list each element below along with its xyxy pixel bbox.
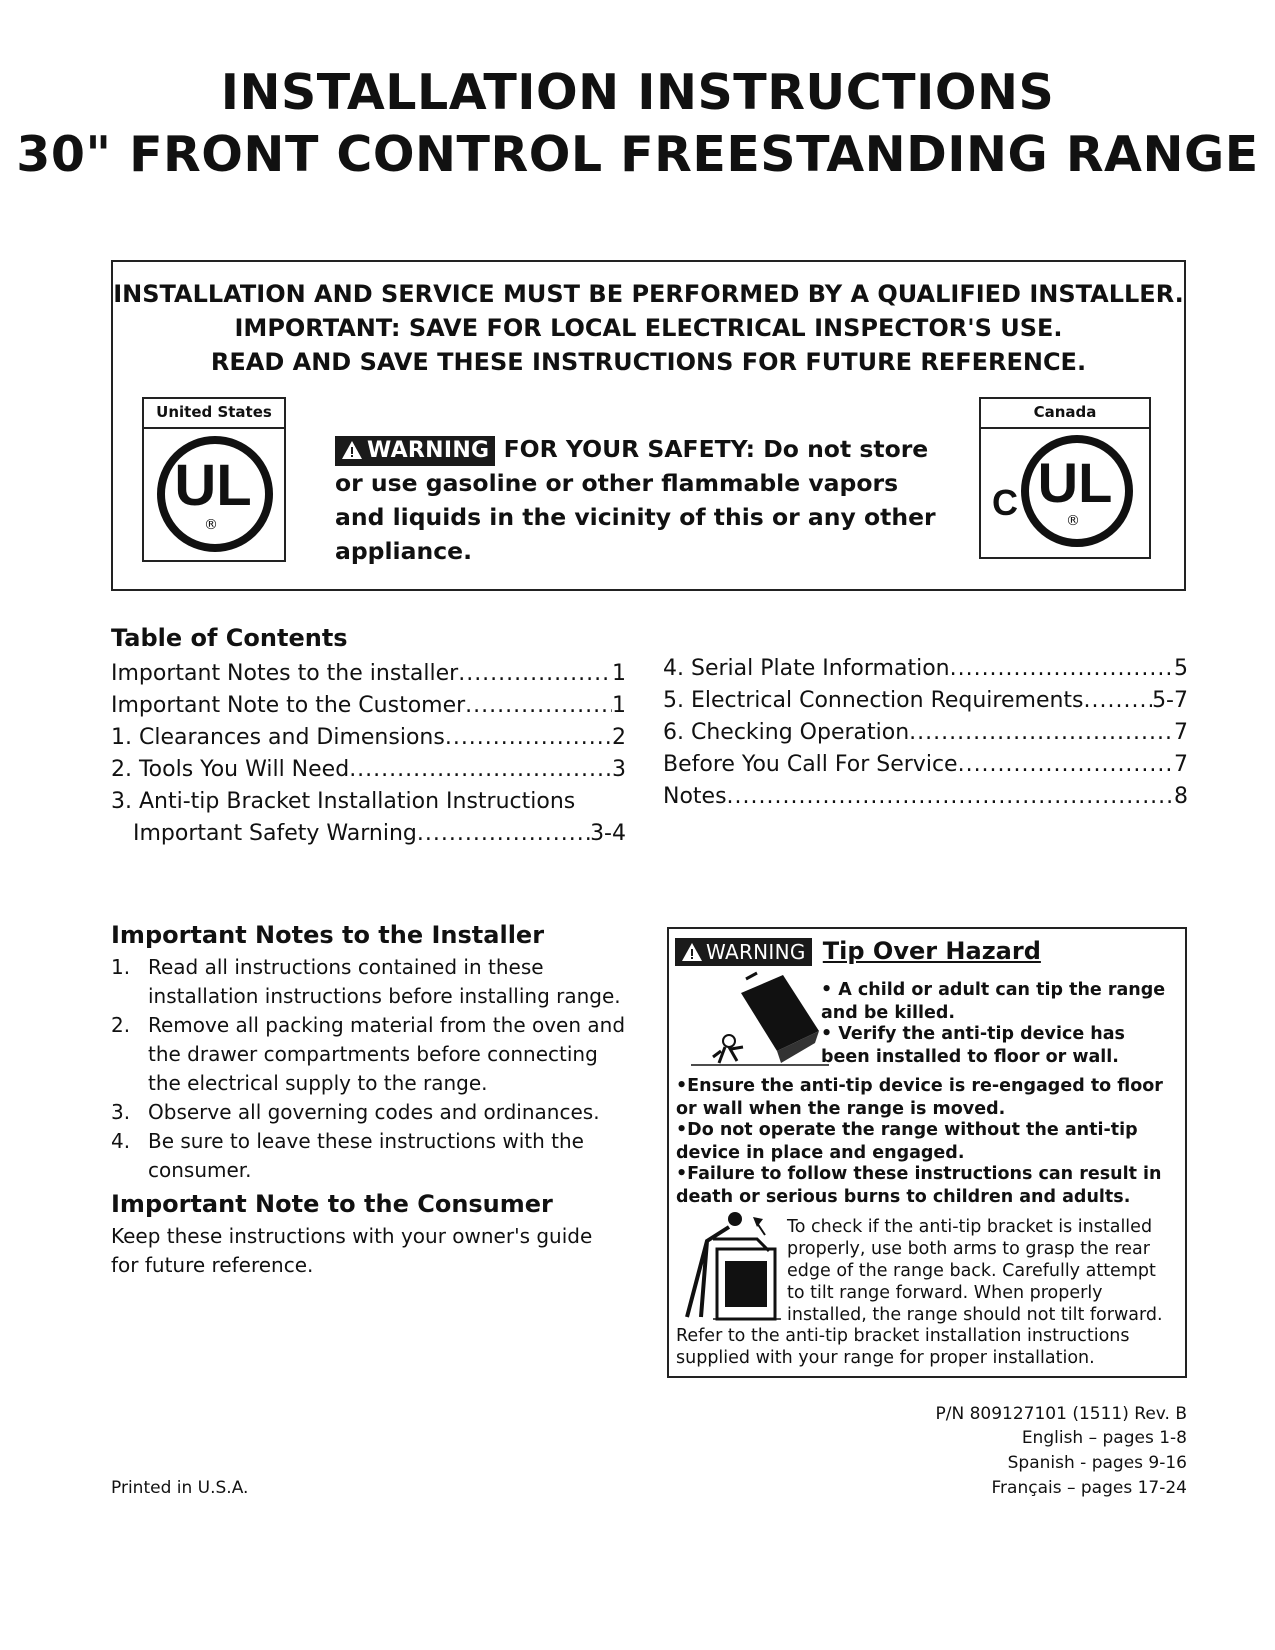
- list-item-number: 3.: [111, 1100, 131, 1124]
- page-title-line2: 30" FRONT CONTROL FREESTANDING RANGE: [16, 126, 1259, 183]
- warning-triangle-icon: [681, 942, 703, 962]
- tip-bullet-failure-result: •Failure to follow these instructions can result in death or serious burns to children and adults.: [676, 1164, 1162, 1207]
- toc-leader-dots: [727, 781, 1174, 813]
- toc-entry-page: 3: [612, 757, 626, 782]
- person-checking-range-illustration-icon: [677, 1211, 787, 1323]
- toc-entry-label: 4. Serial Plate Information: [663, 656, 950, 681]
- tip-over-hazard-box: [667, 927, 1187, 1378]
- toc-leader-dots: [417, 818, 590, 850]
- spanish-pages: Spanish - pages 9-16: [1007, 1453, 1187, 1473]
- toc-right-column: [663, 653, 1188, 813]
- french-pages: Français – pages 17-24: [991, 1478, 1187, 1498]
- list-item-number: 1.: [111, 955, 131, 979]
- toc-entry-page: 5-7: [1152, 688, 1188, 713]
- notice-line-save-for-inspector: IMPORTANT: SAVE FOR LOCAL ELECTRICAL INSPECTOR'S USE.: [234, 314, 1063, 342]
- tip-bullet-re-engage: •Ensure the anti-tip device is re-engaged to floor or wall when the range is moved.: [676, 1076, 1163, 1119]
- toc-entry-label: Before You Call For Service: [663, 752, 958, 777]
- tipping-range-illustration-icon: [691, 971, 831, 1071]
- registered-mark: ®: [204, 517, 218, 533]
- ul-canada-label: Canada: [981, 399, 1149, 429]
- tip-bullet-child-adult: • A child or adult can tip the range and be killed.: [821, 980, 1166, 1023]
- toc-entry-label: 1. Clearances and Dimensions: [111, 725, 445, 750]
- printed-in-usa: Printed in U.S.A.: [111, 1478, 249, 1498]
- part-number: P/N 809127101 (1511) Rev. B: [935, 1404, 1187, 1424]
- list-item-number: 4.: [111, 1129, 131, 1153]
- toc-entry[interactable]: [111, 722, 626, 754]
- warning-triangle-icon: [341, 440, 363, 460]
- toc-entry[interactable]: [111, 690, 626, 722]
- toc-entry[interactable]: [663, 749, 1188, 781]
- cul-logo-icon: [989, 433, 1145, 553]
- toc-leader-dots: [909, 717, 1174, 749]
- list-item: [111, 1127, 626, 1185]
- c-mark-text: C: [992, 482, 1018, 523]
- tip-hazard-header: [675, 937, 1041, 966]
- toc-entry-label: 6. Checking Operation: [663, 720, 910, 745]
- safety-text: FOR YOUR SAFETY: Do not store or use gasoline or other flammable vapors and liquids in the vicinity of this or any other appliance.: [335, 435, 936, 565]
- toc-entry-label: 5. Electrical Connection Requirements: [663, 688, 1084, 713]
- tip-hazard-title: Tip Over Hazard: [822, 937, 1041, 965]
- ul-listing-us: [142, 397, 286, 562]
- toc-entry-page: 2: [612, 725, 626, 750]
- toc-leader-dots: [1084, 685, 1153, 717]
- toc-leader-dots: [349, 754, 612, 786]
- installation-notice-box: [111, 260, 1186, 591]
- warning-badge-label: WARNING: [367, 438, 490, 463]
- toc-entry-label: Notes: [663, 784, 727, 809]
- toc-entry-page: 5: [1174, 656, 1188, 681]
- toc-leader-dots: [950, 653, 1174, 685]
- toc-entry-page: 8: [1174, 784, 1188, 809]
- toc-entry[interactable]: [111, 818, 626, 850]
- warning-badge: [335, 436, 495, 466]
- toc-entry-label: Important Safety Warning: [133, 821, 417, 846]
- list-item-text: Be sure to leave these instructions with the consumer.: [148, 1129, 584, 1182]
- installer-notes-list: [111, 953, 626, 1185]
- list-item: [111, 1011, 626, 1098]
- ul-logo-icon: [156, 435, 274, 553]
- registered-mark-canada: ®: [1066, 513, 1080, 529]
- toc-entry-label: 2. Tools You Will Need: [111, 757, 350, 782]
- tip-warning-badge-label: WARNING: [706, 940, 806, 964]
- ul-us-label: United States: [144, 399, 284, 429]
- notice-line-read-and-save: READ AND SAVE THESE INSTRUCTIONS FOR FUTURE REFERENCE.: [210, 348, 1087, 376]
- toc-leader-dots: [458, 658, 612, 690]
- toc-entry-page: 7: [1174, 752, 1188, 777]
- consumer-note-heading: Important Note to the Consumer: [111, 1190, 553, 1218]
- english-pages: English – pages 1-8: [1021, 1428, 1187, 1448]
- toc-entry-page: 3-4: [590, 821, 626, 846]
- toc-entry[interactable]: [663, 781, 1188, 813]
- toc-entry-label: Important Note to the Customer: [111, 693, 466, 718]
- list-item: [111, 953, 626, 1011]
- list-item-number: 2.: [111, 1013, 131, 1037]
- toc-entry-page: 1: [612, 693, 626, 718]
- ul-logo-text: UL: [174, 453, 252, 518]
- safety-warning: [335, 432, 955, 568]
- toc-entry[interactable]: [111, 754, 626, 786]
- tip-refer-instructions: Refer to the anti-tip bracket installation instructions supplied with your range for proper installation.: [676, 1326, 1130, 1368]
- toc-entry[interactable]: [111, 786, 626, 818]
- toc-entry-page: 1: [612, 661, 626, 686]
- toc-entry[interactable]: [663, 653, 1188, 685]
- notice-line-qualified-installer: INSTALLATION AND SERVICE MUST BE PERFORMED BY A QUALIFIED INSTALLER.: [113, 280, 1184, 308]
- page-title-line1: INSTALLATION INSTRUCTIONS: [220, 64, 1055, 121]
- toc-entry-label: Important Notes to the installer: [111, 661, 459, 686]
- toc-left-column: [111, 658, 626, 850]
- toc-leader-dots: [465, 690, 612, 722]
- list-item-text: Observe all governing codes and ordinances.: [148, 1100, 600, 1124]
- toc-leader-dots: [958, 749, 1174, 781]
- toc-heading: Table of Contents: [111, 624, 348, 652]
- toc-entry-page: 7: [1174, 720, 1188, 745]
- consumer-note-text: Keep these instructions with your owner's guide for future reference.: [111, 1224, 593, 1277]
- toc-entry[interactable]: [111, 658, 626, 690]
- toc-entry[interactable]: [663, 717, 1188, 749]
- toc-entry-label: 3. Anti-tip Bracket Installation Instructions: [111, 789, 576, 814]
- list-item-text: Read all instructions contained in these installation instructions before installing range.: [148, 955, 621, 1008]
- ul-listing-canada: [979, 397, 1151, 559]
- tip-warning-badge: [675, 938, 812, 966]
- toc-leader-dots: [445, 722, 612, 754]
- tip-bullet-verify-device: • Verify the anti-tip device has been installed to floor or wall.: [821, 1024, 1125, 1067]
- list-item: [111, 1098, 626, 1127]
- tip-bullet-do-not-operate: •Do not operate the range without the anti-tip device in place and engaged.: [676, 1120, 1138, 1163]
- toc-entry[interactable]: [663, 685, 1188, 717]
- list-item-text: Remove all packing material from the oven and the drawer compartments before connecting the electrical supply to the range.: [148, 1013, 626, 1095]
- tip-check-instructions: To check if the anti-tip bracket is installed properly, use both arms to grasp the rear edge of the range back. Carefully attempt to tilt range forward. When properly installed, the range should not tilt forward.: [787, 1217, 1163, 1325]
- installer-notes-heading: Important Notes to the Installer: [111, 921, 545, 949]
- cul-logo-text: UL: [1037, 451, 1113, 514]
